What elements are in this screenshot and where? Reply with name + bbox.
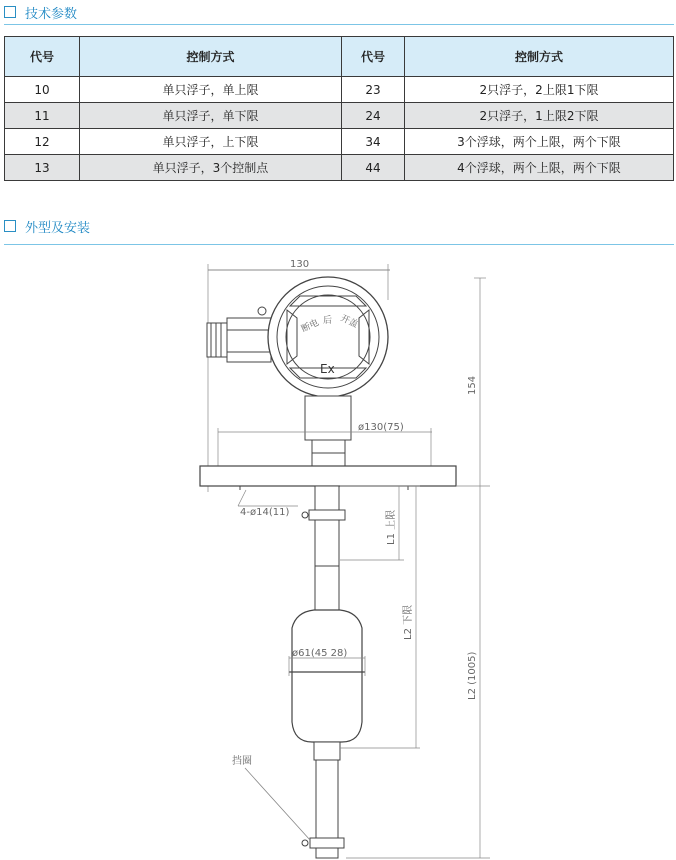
l-total-label: L2 (1005) [467,651,478,700]
table-cell: 34 [342,129,405,155]
flange-diameter-label: ø130(75) [358,422,404,433]
dim-width-label: 130 [290,259,310,270]
section-title: 技术参数 [25,6,78,22]
table-cell: 3个浮球，两个上限，两个下限 [405,129,674,155]
table-cell: 23 [342,77,405,103]
housing-warning-text: 开盖 [338,313,360,331]
table-cell: 24 [342,103,405,129]
table-cell: 4个浮球，两个上限，两个下限 [405,155,674,181]
table-cell: 13 [5,155,80,181]
housing-warning-text: 后 [323,316,333,326]
stop-ring-label: 挡圈 [232,756,252,767]
table-cell: 2只浮子，1上限2下限 [405,103,674,129]
l1-label: L1 上限 [386,509,397,545]
bolt-holes-label: 4-ø14(11) [240,507,290,518]
column-header: 代号 [5,37,80,77]
housing-warning-text: 断电 [300,318,321,335]
l2-label: L2 下限 [403,604,414,640]
column-header: 控制方式 [405,37,674,77]
column-header: 代号 [342,37,405,77]
table-cell: 11 [5,103,80,129]
table-cell: 2只浮子，2上限1下限 [405,77,674,103]
float-diameter-label: ø61(45 28) [292,648,348,659]
dim-height-label: 154 [467,375,478,395]
table-cell: 单只浮子，单上限 [80,77,342,103]
table-cell: 44 [342,155,405,181]
table-cell: 单只浮子，3个控制点 [80,155,342,181]
table-cell: 12 [5,129,80,155]
section-title: 外型及安装 [25,220,91,236]
column-header: 控制方式 [80,37,342,77]
table-cell: 单只浮子，单下限 [80,103,342,129]
table-cell: 单只浮子，上下限 [80,129,342,155]
table-cell: 10 [5,77,80,103]
ex-mark: Ex [320,362,335,376]
